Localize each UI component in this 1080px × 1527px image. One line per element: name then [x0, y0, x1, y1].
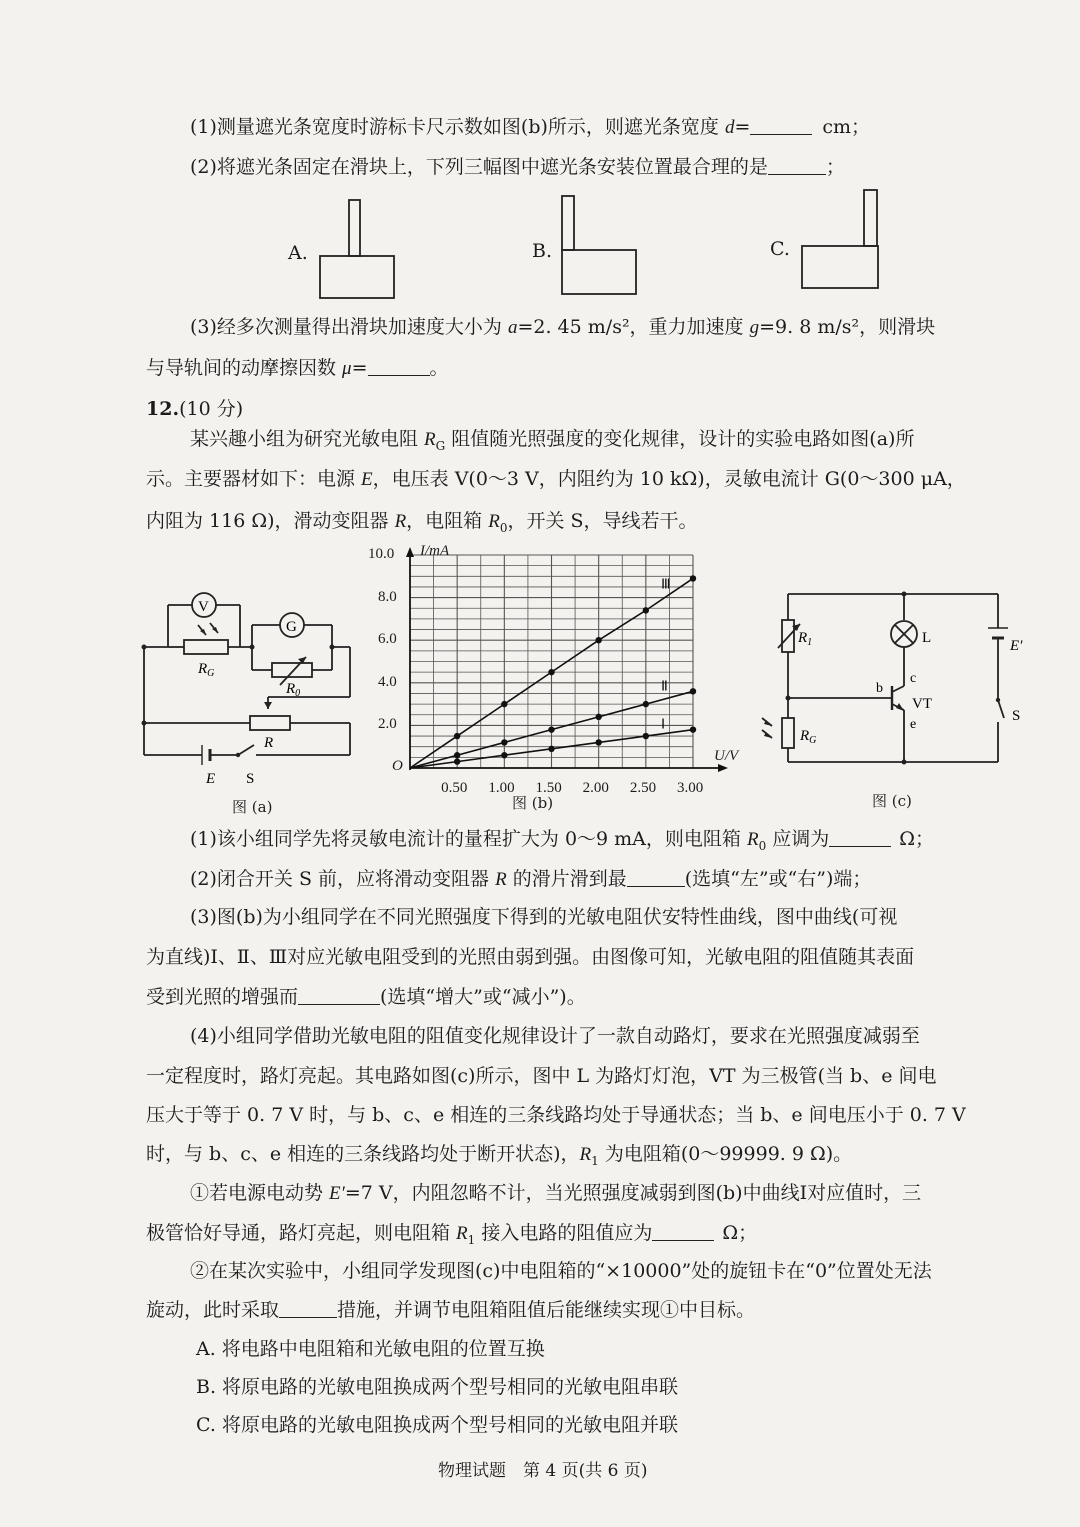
q12-part4-line1: (4)小组同学借助光敏电阻的阻值变化规律设计了一款自动路灯，要求在光照强度减弱至	[190, 1025, 920, 1047]
transistor-label: VT	[912, 696, 932, 712]
series-label-2: Ⅱ	[661, 679, 668, 695]
y-tick-label: 10.0	[368, 546, 395, 562]
q12-sub1-line1: ①若电源电动势 E′=7 V，内阻忽略不计，当光照强度减弱到图(b)中曲线Ⅰ对应值时，三	[190, 1182, 922, 1204]
data-point	[595, 637, 601, 643]
q12-intro-line1: 某兴趣小组为研究光敏电阻 $R_G$ 阻值随光照强度的变化规律，设计的实验电路如图(a)所	[190, 428, 915, 453]
data-point	[690, 726, 696, 732]
answer-blank[interactable]	[279, 1299, 337, 1318]
lamp-label: L	[922, 630, 932, 646]
y-axis-arrow	[406, 547, 414, 557]
x-tick-label: 0.50	[441, 780, 468, 796]
option-c[interactable]: C. 将原电路的光敏电阻换成两个型号相同的光敏电阻并联	[196, 1414, 678, 1436]
source-label: E	[206, 771, 216, 787]
shade-strip	[349, 200, 360, 256]
rg-box	[782, 718, 794, 748]
q12-intro-line2: 示。主要器材如下：电源 E，电压表 V(0～3 V，内阻约为 10 kΩ)，灵敏电流计 G(0～300 μA，	[146, 468, 966, 490]
q11-part2: (2)将遮光条固定在滑块上，下列三幅图中遮光条安装位置最合理的是 ；	[190, 156, 845, 178]
answer-blank[interactable]	[368, 357, 430, 376]
option-b[interactable]: B. 将原电路的光敏电阻换成两个型号相同的光敏电阻串联	[196, 1376, 679, 1398]
q12-sub2-line2: 旋动，此时采取 措施，并调节电阻箱阻值后能继续实现①中目标。	[146, 1299, 756, 1321]
voltmeter-label: V	[198, 599, 209, 615]
figure-b-caption: 图 (b)	[512, 794, 554, 812]
answer-blank[interactable]	[627, 868, 685, 887]
switch-label: S	[1012, 708, 1021, 724]
option-c-figure	[800, 188, 882, 300]
data-point	[548, 669, 554, 675]
series-label-1: Ⅰ	[661, 717, 666, 733]
q12-part4-line2: 一定程度时，路灯亮起。其电路如图(c)所示，图中 L 为路灯灯泡，VT 为三极管(当 b、e 间电	[146, 1065, 937, 1087]
y-tick-label: 4.0	[378, 673, 397, 690]
origin-label: O	[392, 758, 403, 774]
q12-sub1-line2: 极管恰好导通，路灯亮起，则电阻箱 $R_1$ 接入电路的阻值应为 Ω；	[146, 1222, 758, 1247]
shade-strip	[864, 190, 877, 246]
x-tick-label: 1.50	[535, 780, 562, 796]
y-tick-label: 8.0	[378, 588, 397, 605]
r1-label: $R_1$	[798, 630, 813, 648]
data-point	[548, 726, 554, 732]
figure-a-caption: 图 (a)	[232, 798, 273, 816]
source-label: E′	[1010, 638, 1023, 654]
rheostat	[250, 716, 290, 730]
shade-strip	[562, 196, 574, 250]
data-point	[643, 701, 649, 707]
answer-blank[interactable]	[652, 1222, 714, 1241]
q11-part3: (3)经多次测量得出滑块加速度大小为 a=2. 45 m/s²，重力加速度 g=9. 8 m/s²，则滑块	[190, 316, 936, 338]
base-label: b	[876, 681, 883, 696]
data-point	[454, 733, 460, 739]
option-c-label: C.	[770, 238, 790, 260]
q12-sub2-line1: ②在某次实验中，小组同学发现图(c)中电阻箱的“×10000”处的旋钮卡在“0”位置处无法	[190, 1260, 932, 1282]
q11-part3-line2: 与导轨间的动摩擦因数 μ= 。	[146, 357, 449, 379]
r0-box	[272, 663, 312, 677]
figure-a-circuit	[140, 585, 360, 795]
switch-label: S	[246, 771, 255, 787]
figure-c-circuit	[782, 590, 1023, 770]
x-axis-label: U/V	[714, 748, 739, 764]
rg-resistor	[184, 640, 228, 654]
x-axis-arrow	[718, 764, 728, 772]
rheostat-label: R	[264, 735, 274, 751]
q12-part3-line1: (3)图(b)为小组同学在不同光照强度下得到的光敏电阻伏安特性曲线，图中曲线(可视	[190, 906, 898, 928]
data-point	[501, 739, 507, 745]
q12-part3-line2: 为直线)Ⅰ、Ⅱ、Ⅲ对应光敏电阻受到的光照由弱到强。由图像可知，光敏电阻的阻值随其表面	[146, 946, 915, 968]
q12-part2: (2)闭合开关 S 前，应将滑动变阻器 R 的滑片滑到最 (选填“左”或“右”)端；	[190, 868, 872, 890]
data-point	[454, 752, 460, 758]
option-b-label: B.	[532, 240, 553, 262]
figure-b-chart	[410, 555, 740, 770]
data-point	[690, 575, 696, 581]
slider-block	[320, 256, 394, 298]
q12-header: 12.(10 分)	[146, 398, 244, 420]
data-point	[690, 688, 696, 694]
data-point	[643, 733, 649, 739]
option-a-label: A.	[288, 242, 308, 264]
data-point	[501, 752, 507, 758]
q12-part3-line3: 受到光照的增强而 (选填“增大”或“减小”)。	[146, 986, 586, 1008]
page-footer: 物理试题 第 4 页(共 6 页)	[438, 1461, 648, 1481]
data-point	[548, 746, 554, 752]
data-point	[595, 739, 601, 745]
slider-block	[562, 250, 636, 294]
y-tick-label: 2.0	[378, 716, 397, 733]
galvanometer-label: G	[286, 619, 297, 635]
slider-block	[802, 246, 878, 288]
q12-intro-line3: 内阻为 116 Ω)，滑动变阻器 R，电阻箱 $R_0$，开关 S，导线若干。	[146, 510, 698, 535]
q11-part1: (1)测量遮光条宽度时游标卡尺示数如图(b)所示，则遮光条宽度 d= cm；	[190, 116, 871, 138]
data-point	[501, 701, 507, 707]
data-point	[595, 714, 601, 720]
data-point	[643, 607, 649, 613]
emitter-label: e	[910, 717, 917, 732]
answer-blank[interactable]	[768, 156, 826, 175]
collector-label: c	[910, 671, 917, 686]
x-tick-label: 2.50	[629, 780, 657, 796]
q12-part4-line3: 压大于等于 0. 7 V 时，与 b、c、e 相连的三条线路均处于导通状态；当 b、e 间电压小于 0. 7 V	[146, 1104, 966, 1126]
data-point	[454, 758, 460, 764]
option-b-figure	[560, 194, 640, 300]
option-a[interactable]: A. 将电路中电阻箱和光敏电阻的位置互换	[196, 1338, 545, 1360]
figure-c-caption: 图 (c)	[872, 792, 912, 810]
rg-label: $R_G$	[800, 728, 817, 746]
option-a-figure	[318, 198, 398, 300]
q12-part1: (1)该小组同学先将灵敏电流计的量程扩大为 0～9 mA，则电阻箱 $R_0$ 应调为 Ω；	[190, 828, 935, 853]
answer-blank[interactable]	[829, 828, 891, 847]
y-axis-label: I/mA	[420, 543, 450, 559]
answer-blank[interactable]	[298, 986, 380, 1005]
x-tick-label: 1.00	[488, 780, 515, 796]
series-label-3: Ⅲ	[661, 577, 671, 593]
q12-part4-line4: 时，与 b、c、e 相连的三条线路均处于断开状态)，$R_1$ 为电阻箱(0～99999. 9 Ω)。	[146, 1143, 853, 1168]
x-tick-label: 3.00	[677, 780, 704, 796]
rg-label: $R_G$	[198, 661, 215, 679]
answer-blank[interactable]	[750, 116, 812, 135]
r0-label: $R_0$	[286, 681, 301, 699]
x-tick-label: 2.00	[582, 780, 609, 796]
y-tick-label: 6.0	[378, 631, 397, 648]
